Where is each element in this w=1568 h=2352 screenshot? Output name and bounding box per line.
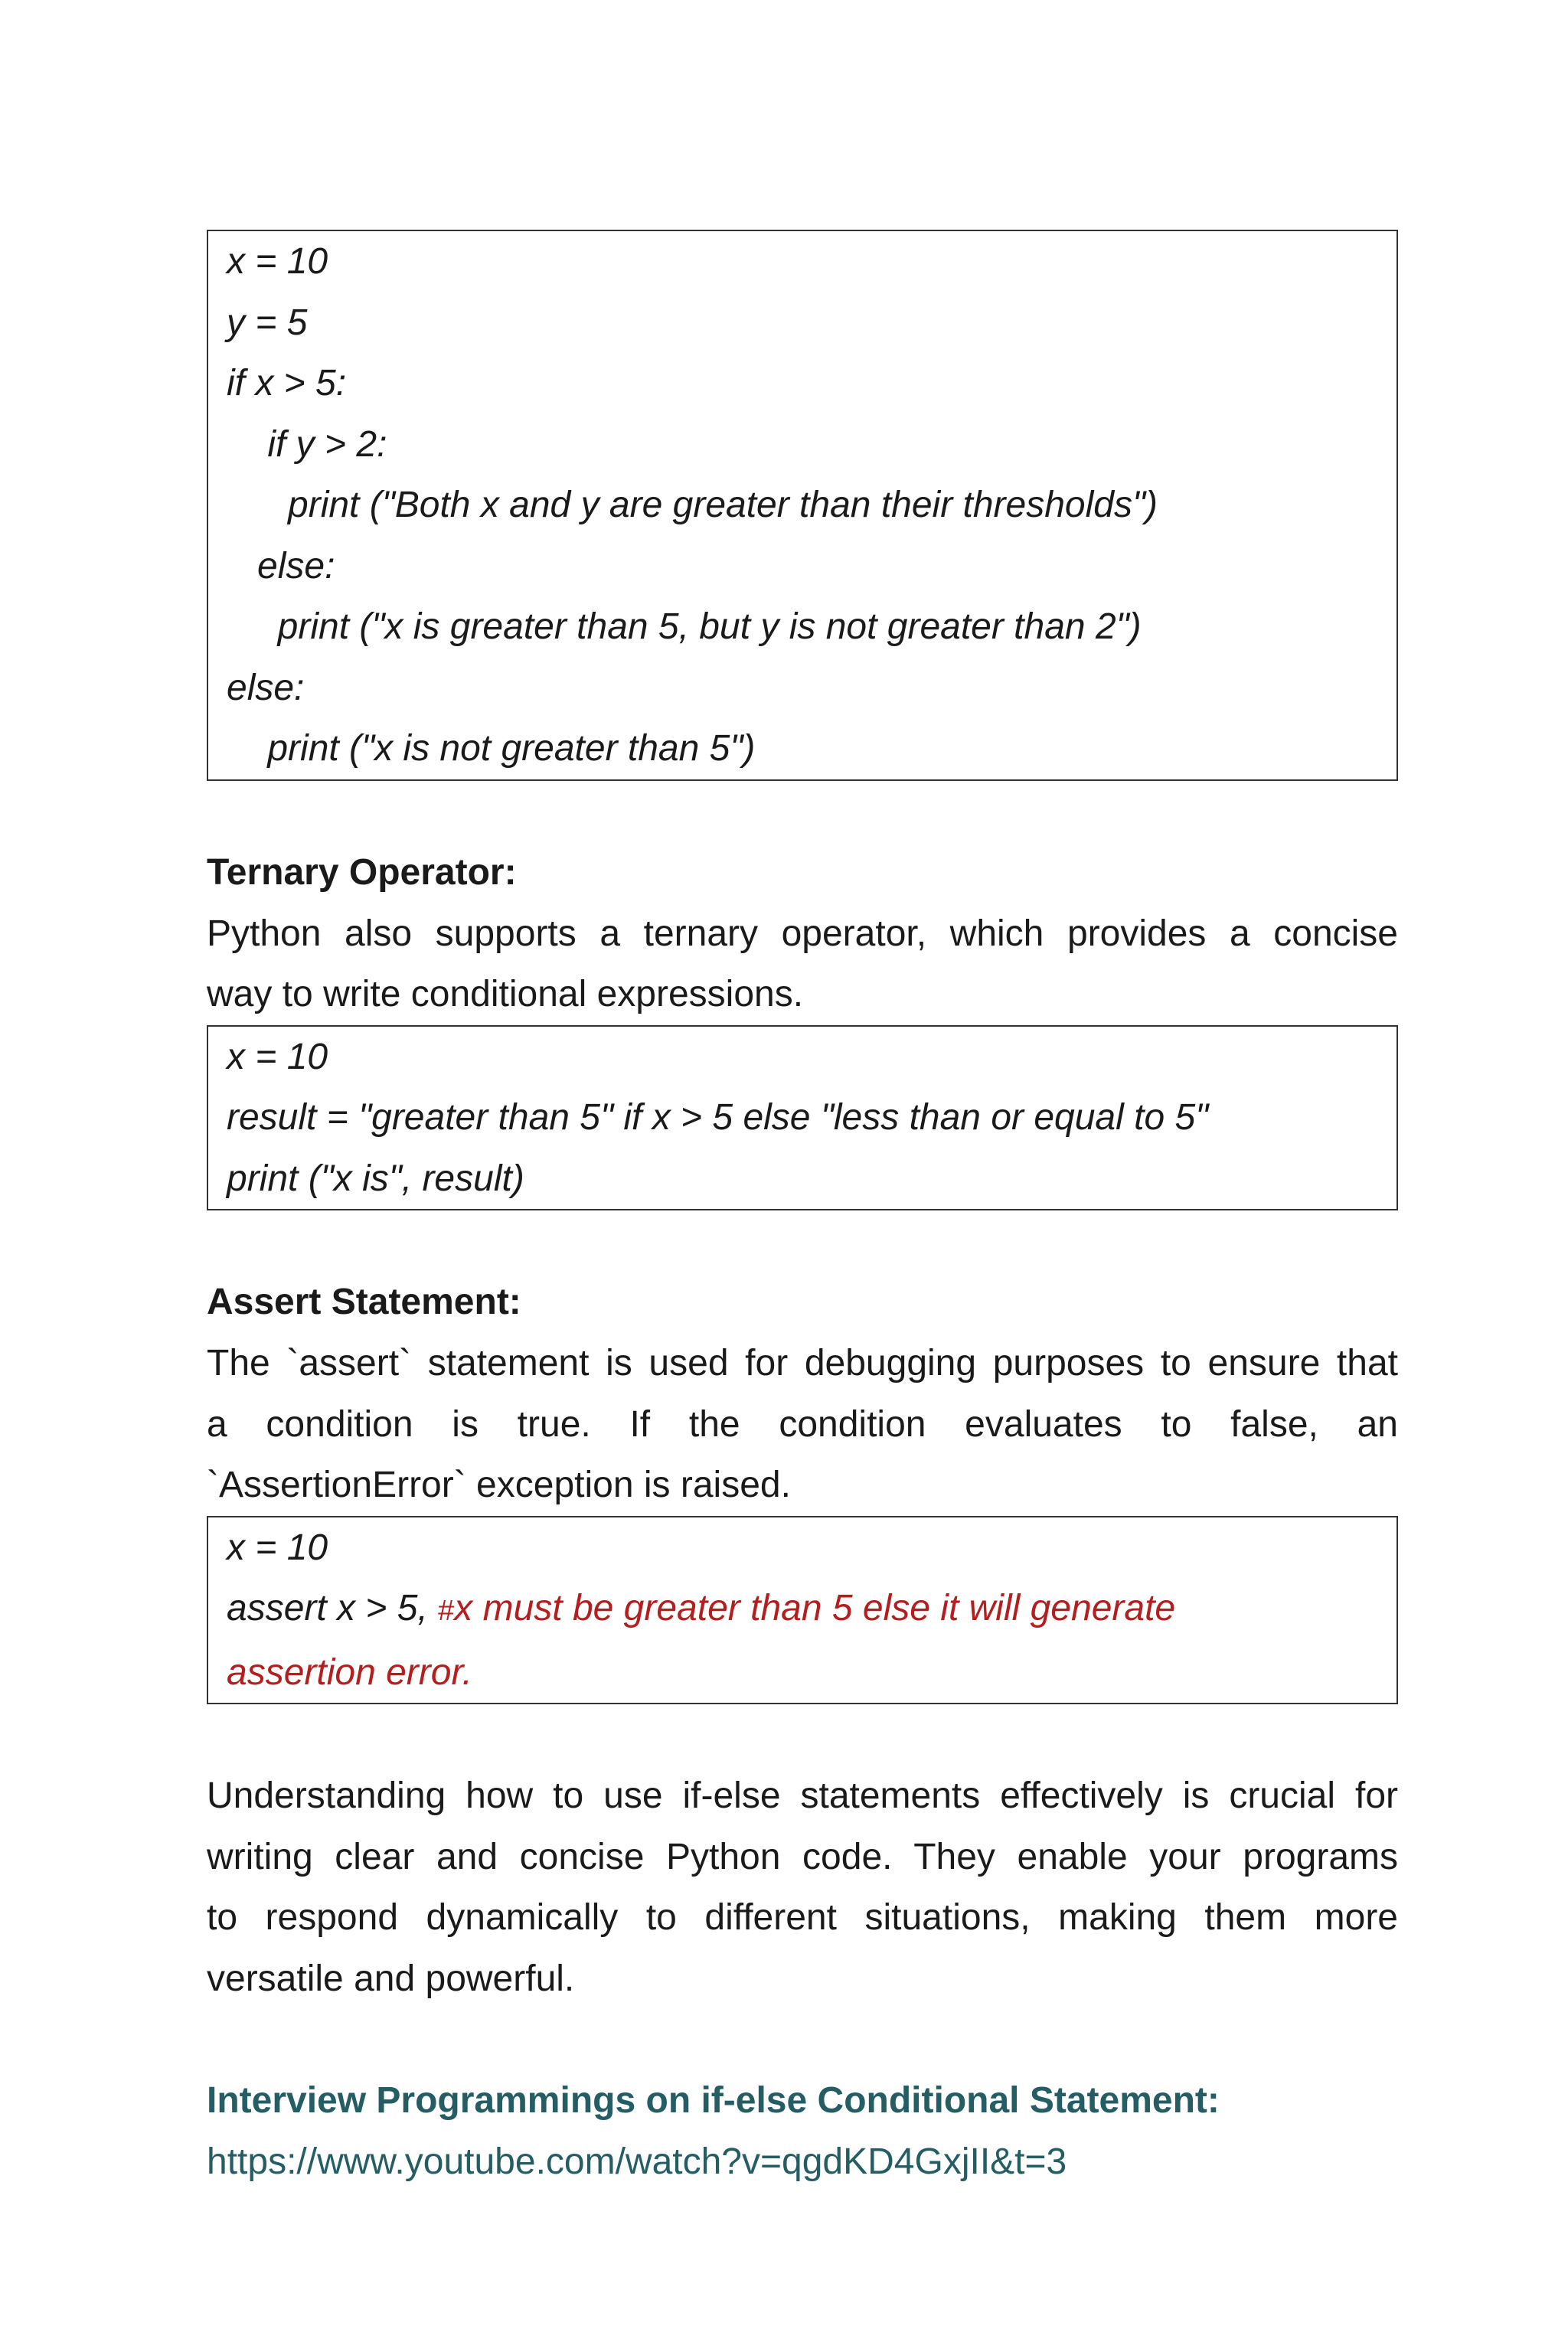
code-line: print ("x is", result) xyxy=(227,1158,524,1199)
ternary-description-line: Python also supports a ternary operator, which provides a concise xyxy=(207,913,1398,954)
code-block-assert xyxy=(207,1516,1398,1705)
summary-line: to respond dynamically to different situations, making them more xyxy=(207,1897,1398,1938)
summary-section xyxy=(207,1766,1398,2009)
summary-line: Understanding how to use if-else statements effectively is crucial for xyxy=(207,1775,1398,1816)
code-line: else: xyxy=(227,667,305,708)
code-block-ternary xyxy=(207,1025,1398,1211)
assert-description-line: The `assert` statement is used for debugging purposes to ensure that xyxy=(207,1343,1398,1383)
code-line: y = 5 xyxy=(227,302,308,343)
interview-video-link[interactable]: https://www.youtube.com/watch?v=qgdKD4GxjII&t=3 xyxy=(207,2141,1067,2182)
code-line: if y > 2: xyxy=(227,423,387,465)
assert-description-line: `AssertionError` exception is raised. xyxy=(207,1465,791,1505)
ternary-heading: Ternary Operator: xyxy=(207,851,517,893)
code-line: result = "greater than 5" if x > 5 else "less than or equal to 5" xyxy=(227,1097,1209,1138)
assert-description-line: a condition is true. If the condition evaluates to false, an xyxy=(207,1403,1398,1445)
code-comment: x must be greater than 5 else it will generate xyxy=(454,1588,1176,1628)
assert-section xyxy=(207,1272,1398,1704)
assert-code-prefix: assert x > 5, xyxy=(227,1588,439,1628)
comment-hash: # xyxy=(438,1595,455,1627)
code-line: print ("Both x and y are greater than their thresholds") xyxy=(227,485,1158,525)
code-line: x = 10 xyxy=(227,1527,328,1568)
code-comment: assertion error. xyxy=(227,1651,472,1693)
code-line: x = 10 xyxy=(227,241,328,282)
code-line: print ("x is greater than 5, but y is not greater than 2") xyxy=(227,606,1142,647)
ternary-section xyxy=(207,842,1398,1211)
code-line xyxy=(227,1578,1378,1642)
interview-heading: Interview Programmings on if-else Conditional Statement: xyxy=(207,2080,1220,2121)
code-block-nested-if xyxy=(207,230,1398,781)
code-line: if x > 5: xyxy=(227,363,347,403)
code-line: x = 10 xyxy=(227,1036,328,1077)
code-line: else: xyxy=(227,545,335,586)
code-line: print ("x is not greater than 5") xyxy=(227,728,756,769)
assert-heading: Assert Statement: xyxy=(207,1282,521,1322)
ternary-description-line: way to write conditional expressions. xyxy=(207,974,804,1014)
summary-line: versatile and powerful. xyxy=(207,1958,575,1999)
interview-section xyxy=(207,2070,1398,2193)
summary-line: writing clear and concise Python code. They enable your programs xyxy=(207,1836,1398,1877)
document-page xyxy=(207,230,1398,2193)
